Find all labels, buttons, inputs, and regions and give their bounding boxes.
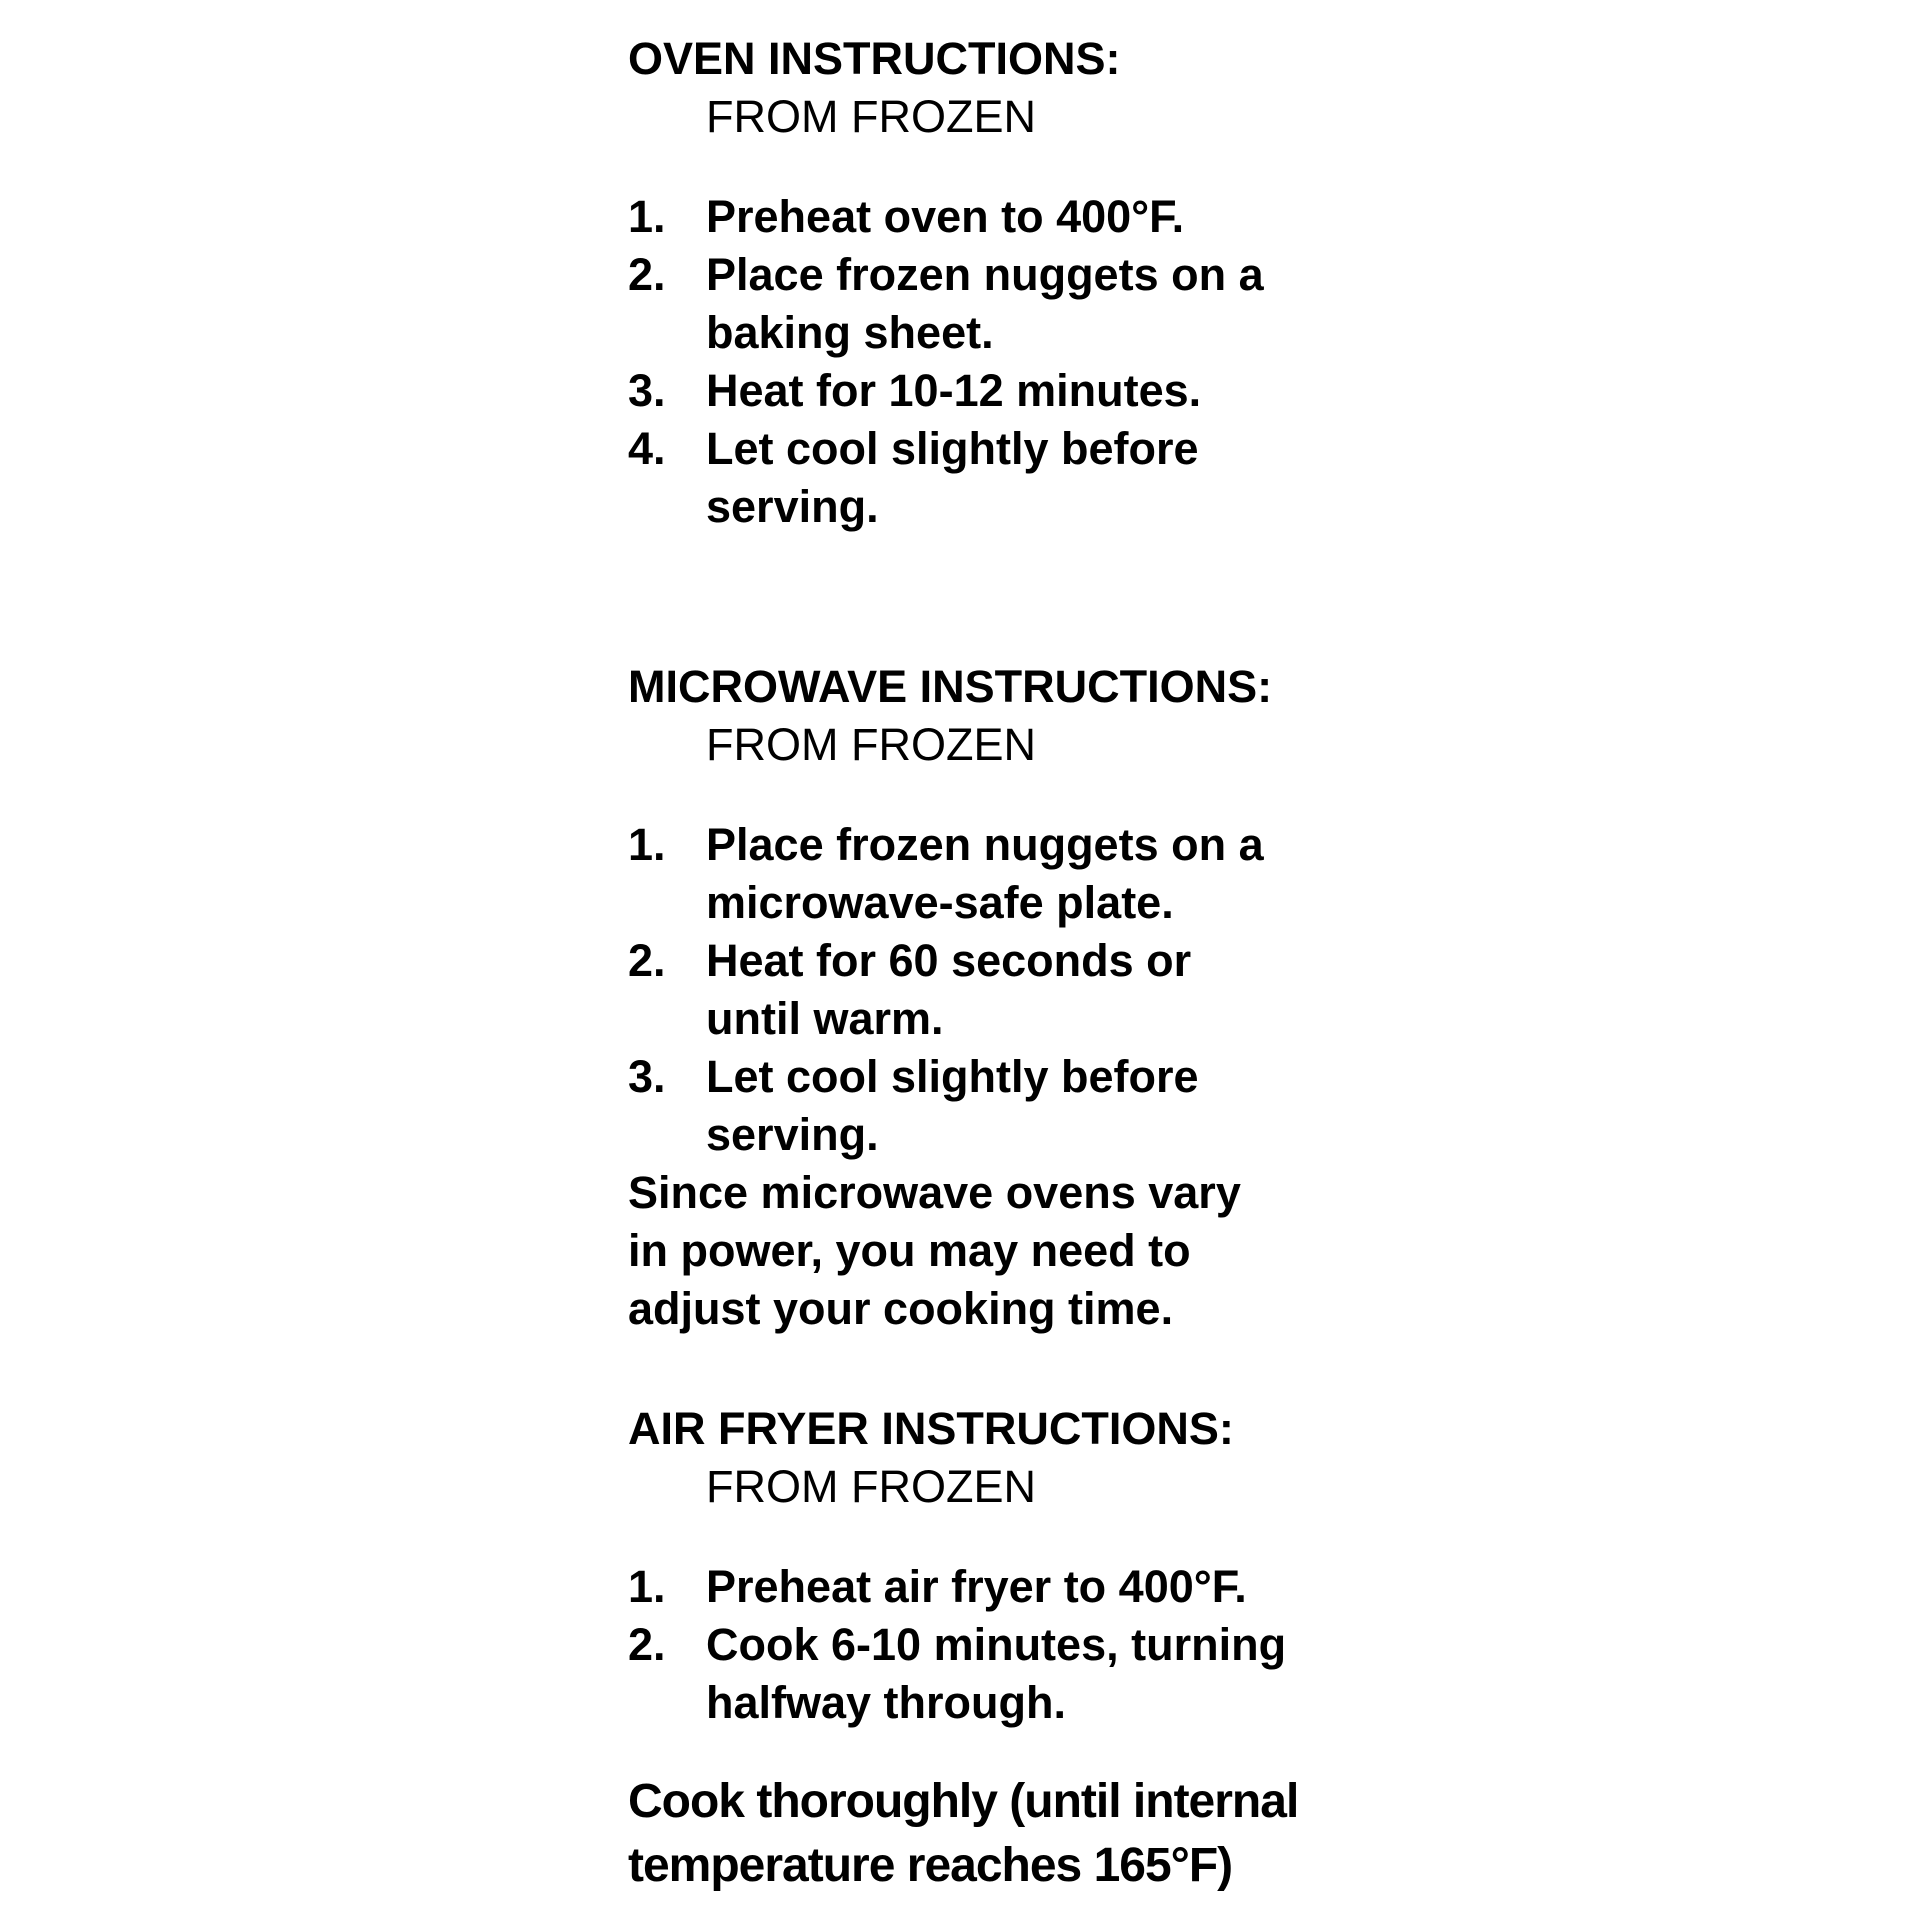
step-text: Preheat oven to 400°F. xyxy=(706,191,1185,242)
list-item xyxy=(628,362,1348,420)
cooking-instructions-panel xyxy=(628,30,1348,1898)
oven-subheading: FROM FROZEN xyxy=(706,91,1036,142)
oven-steps-list xyxy=(628,188,1348,536)
list-item xyxy=(628,420,1348,536)
step-number: 2. xyxy=(628,249,666,300)
cook-thoroughly-note: Cook thoroughly (until internal temperature reaches 165°F) xyxy=(628,1775,1299,1892)
air-fryer-subheading: FROM FROZEN xyxy=(706,1461,1036,1512)
microwave-section xyxy=(628,658,1348,1338)
list-item xyxy=(628,246,1348,362)
step-number: 1. xyxy=(628,1561,666,1612)
microwave-note: Since microwave ovens vary in power, you may need to adjust your cooking time. xyxy=(628,1167,1241,1334)
final-note-section xyxy=(628,1770,1348,1898)
step-text: Preheat air fryer to 400°F. xyxy=(706,1561,1247,1612)
oven-section xyxy=(628,30,1348,536)
step-text: Place frozen nuggets on a baking sheet. xyxy=(706,249,1264,358)
microwave-heading: MICROWAVE INSTRUCTIONS: xyxy=(628,661,1273,712)
step-text: Heat for 10-12 minutes. xyxy=(706,365,1202,416)
step-text: Heat for 60 seconds or until warm. xyxy=(706,935,1192,1044)
step-text: Let cool slightly before serving. xyxy=(706,1051,1199,1160)
list-item xyxy=(628,816,1348,932)
air-fryer-steps-list xyxy=(628,1558,1348,1732)
step-number: 2. xyxy=(628,1619,666,1670)
step-number: 1. xyxy=(628,191,666,242)
step-text: Cook 6-10 minutes, turning halfway through. xyxy=(706,1619,1287,1728)
list-item xyxy=(628,932,1348,1048)
step-number: 3. xyxy=(628,365,666,416)
list-item xyxy=(628,188,1348,246)
list-item xyxy=(628,1048,1348,1164)
list-item xyxy=(628,1558,1348,1616)
step-text: Place frozen nuggets on a microwave-safe plate. xyxy=(706,819,1264,928)
step-number: 4. xyxy=(628,423,666,474)
step-number: 1. xyxy=(628,819,666,870)
step-number: 2. xyxy=(628,935,666,986)
microwave-steps-list xyxy=(628,816,1348,1164)
step-number: 3. xyxy=(628,1051,666,1102)
air-fryer-heading: AIR FRYER INSTRUCTIONS: xyxy=(628,1403,1234,1454)
oven-heading: OVEN INSTRUCTIONS: xyxy=(628,33,1121,84)
air-fryer-section xyxy=(628,1400,1348,1732)
list-item xyxy=(628,1616,1348,1732)
microwave-subheading: FROM FROZEN xyxy=(706,719,1036,770)
step-text: Let cool slightly before serving. xyxy=(706,423,1199,532)
